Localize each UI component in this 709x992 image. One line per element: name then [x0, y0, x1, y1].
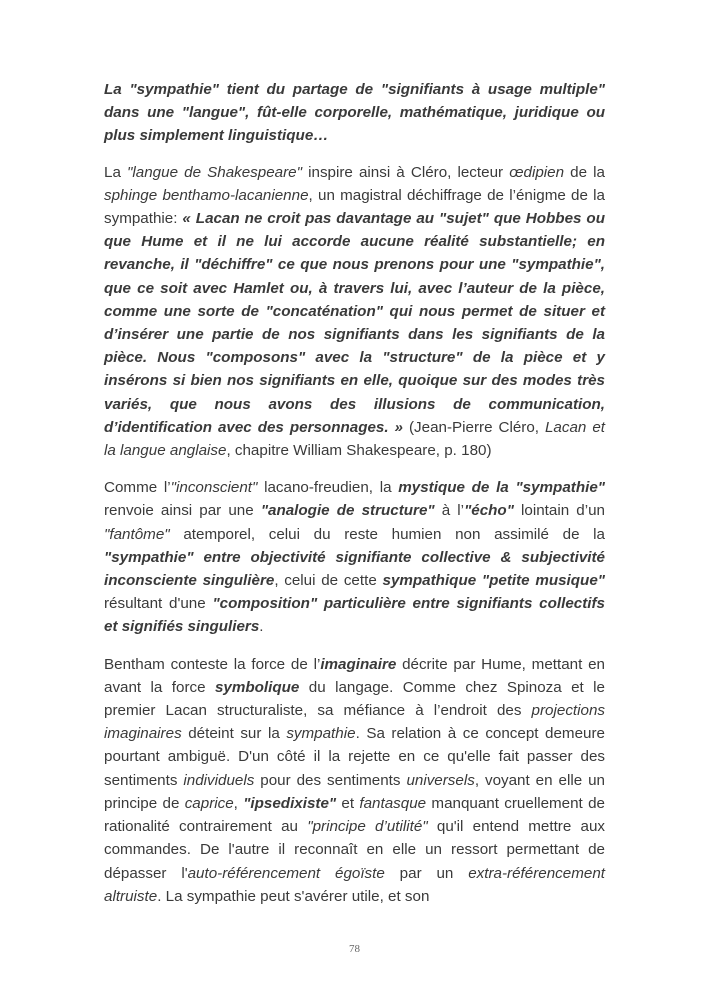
p4-text-1: Bentham conteste la force de l’ [104, 655, 321, 673]
p4-italic-principe: "principe d’utilité" [307, 818, 428, 836]
p4-text-9: et [336, 794, 360, 812]
p4-italic-projections: projections imaginaires [104, 702, 605, 743]
p4-text-4: déteint sur la [181, 725, 287, 743]
page-number: 78 [349, 943, 360, 955]
p4-italic-extra-ref: extra-référencement altruiste [104, 864, 605, 905]
p2-text-3: de la [564, 163, 605, 181]
p4-italic-individuels: individuels [183, 771, 255, 789]
p4-italic-universels: universels [406, 771, 475, 789]
p3-italic-inconscient: "inconscient" [170, 479, 258, 497]
body-text [104, 78, 605, 922]
p3-bold-petite-musique: sympathique "petite musique" [382, 572, 605, 590]
p4-bold-symbolique: symbolique [214, 678, 300, 696]
p4-text-2: décrite par Hume, mettant en avant la force [104, 655, 605, 696]
p3-italic-fantome: "fantôme" [104, 525, 170, 543]
p3-bold-echo: "écho" [464, 502, 514, 520]
p1-intro-bold-italic: La "sympathie" tient du partage de "signifiants à usage multiple" dans une "langue", fût-elle corporelle, mathématique, juridique ou plus simplement linguistique… [104, 81, 605, 145]
p2-citation-text: (Jean-Pierre Cléro, [403, 418, 545, 436]
p4-text-6: pour des sentiments [254, 771, 407, 789]
paragraph-1 [104, 78, 605, 148]
p4-text-3: du langage. Comme chez Spinoza et le premier Lacan structuraliste, sa méfiance à l’endroit des [104, 678, 605, 720]
p2-italic-sphinge: sphinge benthamo-lacanienne [104, 186, 309, 204]
p4-text-8: , [233, 794, 244, 812]
p3-text-3: renvoie ainsi par une [104, 502, 261, 520]
p2-text-1: La [104, 163, 128, 181]
paragraph-4 [104, 653, 605, 908]
p4-text-12: par un [384, 864, 469, 882]
p3-text-6: atemporel, celui du reste humien non assimilé de la [169, 525, 605, 543]
p2-citation-end: , chapitre William Shakespeare, p. 180) [226, 442, 492, 460]
p4-text-10: manquant cruellement de rationalité contrairement au [104, 794, 605, 836]
p3-text-2: lacano-freudien, la [257, 479, 399, 497]
p3-text-5: lointain d’un [513, 502, 605, 520]
p4-bold-ipsedixiste: "ipsedixiste" [243, 794, 337, 812]
paragraph-2 [104, 161, 605, 463]
p3-bold-composition: "composition" particulière entre signifiants collectifs et signifiés singuliers [104, 595, 605, 636]
p4-bold-imaginaire: imaginaire [320, 655, 397, 673]
p3-text-7: , celui de cette [274, 572, 383, 590]
p4-italic-caprice: caprice [184, 794, 234, 812]
p3-bold-analogie: "analogie de structure" [260, 502, 435, 520]
p3-text-9: . [259, 618, 264, 636]
p4-text-5: . Sa relation à ce concept demeure pourtant ambiguë. D'un côté il la rejette en ce qu'elle fait passer des sentiments [104, 725, 605, 789]
p2-citation-title: Lacan et la langue anglaise [104, 418, 605, 460]
p3-text-8: résultant d'une [104, 595, 213, 613]
p4-text-7: , voyant en elle un principe de [104, 771, 605, 812]
p2-quotation: « Lacan ne croit pas davantage au "sujet" que Hobbes ou que Hume et il ne lui accorde aucune réalité substantielle; en revanche, il "déchiffre" ce que nous prenons pour une "sympathie", que ce soit avec Hamlet ou, à travers lui, avec l’auteur de la pièce, comme une sorte de "concaténation" qui nous permet de situer et d’insérer une partie de nos signifiants dans les signifiants de la pièce. Nous "composons" avec la "structure" de la pièce et y insérons si bien nos signifiants en elle, quoique sur des modes très variés, que nous avons des illusions de communication, d’identification avec des personnages. » [104, 210, 605, 436]
p4-text-11: qu'il entend mettre aux commandes. De l'autre il reconnaît en elle un ressort permettant de dépasser l' [104, 818, 606, 882]
p3-text-1: Comme l’ [104, 479, 171, 497]
p3-bold-mystique: mystique de la "sympathie" [398, 479, 605, 497]
p2-italic-langue: "langue de Shakespeare" [127, 163, 303, 181]
p4-text-13: . La sympathie peut s'avérer utile, et son [157, 887, 430, 905]
p2-italic-oedipien: œdipien [509, 163, 565, 181]
p2-text-2: inspire ainsi à Cléro, lecteur [302, 163, 510, 181]
p3-text-4: à l’ [434, 502, 465, 520]
p3-bold-sympathie-entre: "sympathie" entre objectivité signifiante collective & subjectivité inconsciente singulière [104, 548, 605, 590]
p4-italic-auto-ref: auto-référencement égoïste [187, 864, 385, 882]
p4-italic-fantasque: fantasque [359, 794, 427, 812]
paragraph-3 [104, 476, 605, 638]
p2-text-4: , un magistral déchiffrage de l’énigme de la sympathie: [104, 186, 606, 228]
p4-italic-sympathie: sympathie [286, 725, 356, 743]
